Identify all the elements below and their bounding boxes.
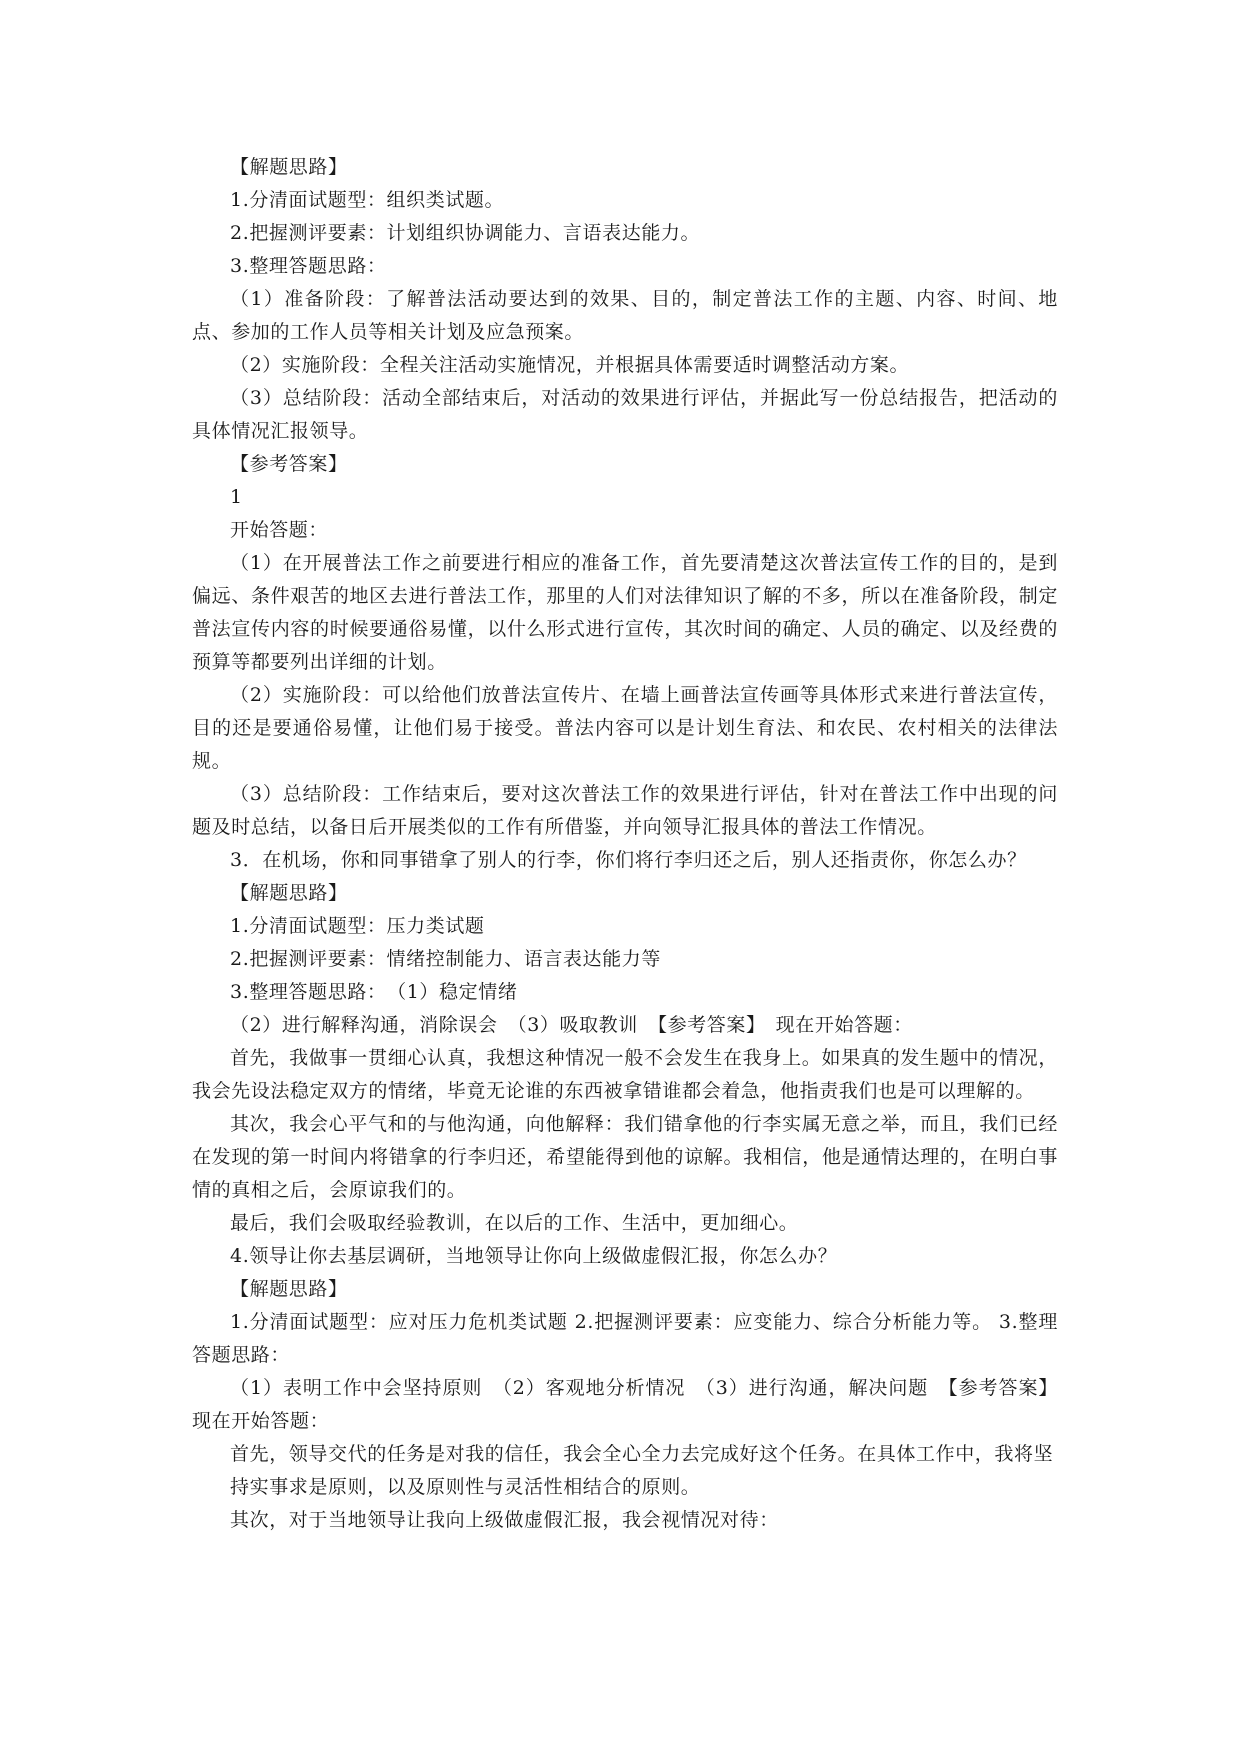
- paragraph: 持实事求是原则，以及原则性与灵活性相结合的原则。: [230, 1476, 701, 1498]
- paragraph: 2.把握测评要素：计划组织协调能力、言语表达能力。: [230, 222, 701, 244]
- paragraph: （1）在开展普法工作之前要进行相应的准备工作，首先要清楚这次普法宣传工作的目的，是到偏远、条件艰苦的地区去进行普法工作，那里的人们对法律知识了解的不多，所以在准备阶段，制定普法宣传内容的时候要通俗易懂，以什么形式进行宣传，其次时间的确定、人员的确定、以及经费的预算等都要列出详细的计划。: [192, 552, 1058, 673]
- paragraph: 3.整理答题思路：: [230, 255, 387, 277]
- heading-analysis-4: 【解题思路】: [230, 1278, 348, 1300]
- paragraph: 开始答题：: [230, 519, 329, 541]
- paragraph: （1）表明工作中会坚持原则 （2）客观地分析情况 （3）进行沟通，解决问题 【参考答案】 现在开始答题：: [192, 1377, 1058, 1432]
- paragraph: 首先，领导交代的任务是对我的信任，我会全心全力去完成好这个任务。在具体工作中，我将坚: [230, 1443, 1054, 1465]
- paragraph: （2）实施阶段：全程关注活动实施情况，并根据具体需要适时调整活动方案。: [230, 354, 910, 376]
- paragraph: 其次，对于当地领导让我向上级做虚假汇报，我会视情况对待：: [230, 1509, 779, 1531]
- paragraph: （1）准备阶段：了解普法活动要达到的效果、目的，制定普法工作的主题、内容、时间、地点、参加的工作人员等相关计划及应急预案。: [192, 288, 1058, 343]
- heading-analysis-3: 【解题思路】: [230, 882, 348, 904]
- question-4: 4.领导让你去基层调研，当地领导让你向上级做虚假汇报，你怎么办？: [230, 1245, 838, 1267]
- paragraph: （3）总结阶段：活动全部结束后，对活动的效果进行评估，并据此写一份总结报告，把活动的具体情况汇报领导。: [192, 387, 1058, 442]
- paragraph: （3）总结阶段：工作结束后，要对这次普法工作的效果进行评估，针对在普法工作中出现的问题及时总结，以备日后开展类似的工作有所借鉴，并向领导汇报具体的普法工作情况。: [192, 783, 1058, 838]
- paragraph: 1.分清面试题型：压力类试题: [230, 915, 485, 937]
- paragraph: 2.把握测评要素：情绪控制能力、语言表达能力等: [230, 948, 661, 970]
- paragraph: （2）进行解释沟通，消除误会 （3）吸取教训 【参考答案】 现在开始答题：: [230, 1014, 913, 1036]
- paragraph: （2）实施阶段：可以给他们放普法宣传片、在墙上画普法宣传画等具体形式来进行普法宣传，目的还是要通俗易懂，让他们易于接受。普法内容可以是计划生育法、和农民、农村相关的法律法规。: [192, 684, 1058, 772]
- heading-analysis-1: 【解题思路】: [230, 156, 348, 178]
- paragraph: 其次，我会心平气和的与他沟通，向他解释：我们错拿他的行李实属无意之举，而且，我们已经在发现的第一时间内将错拿的行李归还，希望能得到他的谅解。我相信，他是通情达理的，在明白事情的真相之后，会原谅我们的。: [192, 1113, 1058, 1201]
- paragraph: 3.整理答题思路： （1）稳定情绪: [230, 981, 518, 1003]
- paragraph: 首先，我做事一贯细心认真，我想这种情况一般不会发生在我身上。如果真的发生题中的情况，我会先设法稳定双方的情绪，毕竟无论谁的东西被拿错谁都会着急，他指责我们也是可以理解的。: [192, 1047, 1058, 1102]
- paragraph: 最后，我们会吸取经验教训，在以后的工作、生活中，更加细心。: [230, 1212, 799, 1234]
- paragraph: 1.分清面试题型：组织类试题。: [230, 189, 505, 211]
- paragraph: 1: [230, 486, 243, 508]
- question-3: 3．在机场，你和同事错拿了别人的行李，你们将行李归还之后，别人还指责你，你怎么办？: [230, 849, 1027, 871]
- document-body: [192, 151, 1058, 1537]
- paragraph: 1.分清面试题型：应对压力危机类试题 2.把握测评要素：应变能力、综合分析能力等。 3.整理答题思路：: [192, 1311, 1058, 1366]
- heading-answer-1: 【参考答案】: [230, 453, 348, 475]
